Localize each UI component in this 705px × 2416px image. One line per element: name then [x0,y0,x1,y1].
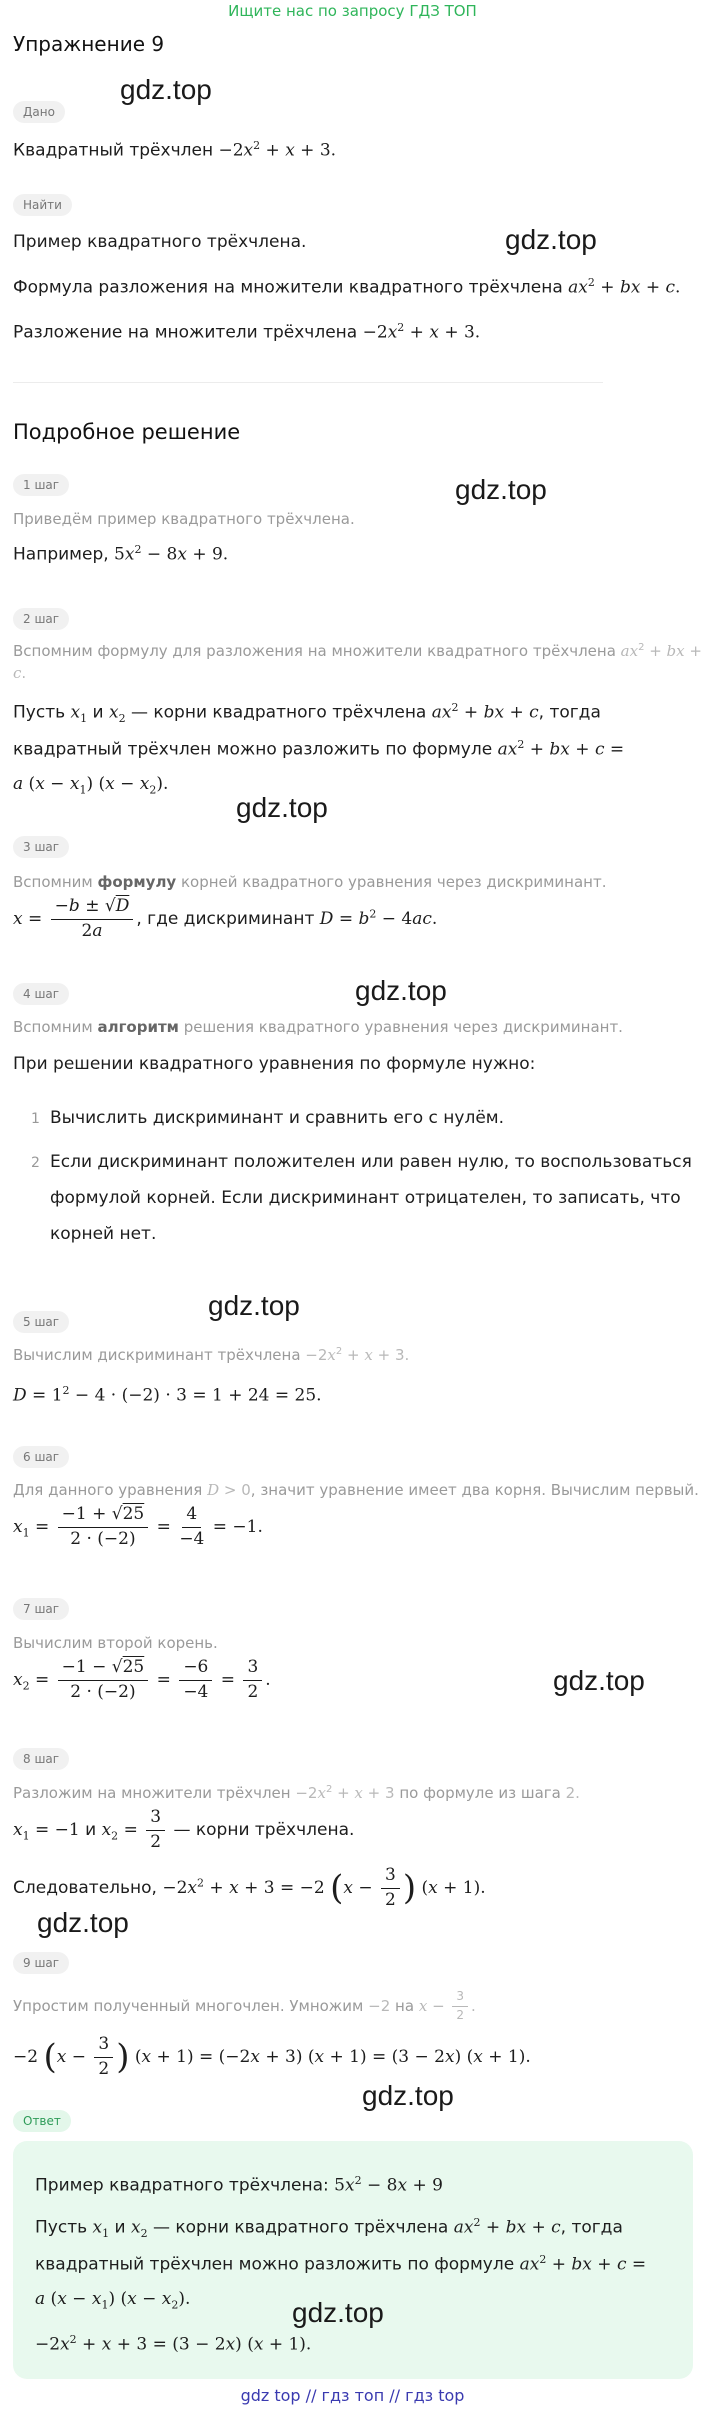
find-item-1: Пример квадратного трёхчлена. [13,232,307,252]
watermark: gdz.top [208,1290,300,1321]
step-formula: a $(x - x_1)$ $(x - x_2)$. [13,774,169,797]
given-text: Квадратный трёхчлен $-2x^2 + x + 3$. [13,139,337,161]
watermark: gdz.top [236,792,328,823]
footer-link[interactable]: гдз top [405,2386,465,2405]
footer-links [0,2386,705,2405]
step-tag: 7 шаг [13,1598,69,1620]
watermark: gdz.top [355,975,447,1006]
find-item-2: Формула разложения на множители квадратного трёхчлена $ax^2$ + bx + c. [13,276,681,298]
list-item: корней нет. [50,1224,157,1244]
step-tag: 6 шаг [13,1446,69,1468]
search-banner[interactable]: Ищите нас по запросу ГДЗ ТОП [228,2,477,20]
step-tag: 4 шаг [13,983,69,1005]
list-item: формулой корней. Если дискриминант отрицателен, то записать, что [50,1188,681,1208]
step-hint: Вспомним алгоритм решения квадратного уравнения через дискриминант. [13,1018,623,1036]
footer-separator: // [389,2386,401,2405]
list-number: 2 [31,1155,40,1171]
answer-line: квадратный трёхчлен можно разложить по формуле $ax^2$ + bx + c = [35,2253,647,2275]
divider [13,382,603,383]
list-item: Если дискриминант положителен или равен нулю, то воспользоваться [50,1152,692,1172]
watermark: gdz.top [37,1907,129,1938]
step-hint: Разложим на множители трёхчлен $-2x^2 + x + 3$ по формуле из шага 2. [13,1784,580,1802]
answer-line: $-2x^2 + x + 3 = (3 - 2x) (x + 1)$. [35,2333,312,2355]
step-text: квадратный трёхчлен можно разложить по формуле $ax^2$ + bx + c = [13,738,625,760]
step-hint: Вычислим дискриминант трёхчлена $-2x^2 + x + 3$. [13,1346,410,1364]
solution-title: Подробное решение [13,420,241,444]
watermark: gdz.top [505,224,597,255]
step-formula: $D = 1^2 - 4 \cdot (-2) \cdot 3 = 1 + 24 = 25$. [13,1384,322,1406]
step-formula: $x_1$ = $\frac{-1 + √25}{2 \cdot (-2)}$ = $\frac{4}{-4}$ = −1. [13,1504,263,1549]
step-hint: Вспомним формулу корней квадратного уравнения через дискриминант. [13,873,607,891]
list-number: 1 [31,1111,40,1127]
watermark: gdz.top [455,474,547,505]
step-text: При решении квадратного уравнения по формуле нужно: [13,1054,536,1074]
step-tag: 9 шаг [13,1952,69,1974]
step-tag: 2 шаг [13,608,69,630]
footer-separator: // [305,2386,317,2405]
footer-link[interactable]: gdz top [240,2386,301,2405]
answer-tag: Ответ [13,2110,71,2132]
step-hint-cont: c. [13,664,27,682]
step-formula: x = $\frac{-b \pm √D}{2a}$ , где дискриминант $D = b^2 - 4ac$. [13,896,438,941]
step-hint: Вычислим второй корень. [13,1634,218,1652]
step-hint: Приведём пример квадратного трёхчлена. [13,510,355,528]
given-tag: Дано [13,101,65,123]
watermark: gdz.top [120,74,212,105]
watermark: gdz.top [362,2080,454,2111]
step-text: Пусть $x_1$ и $x_2$ — корни квадратного трёхчлена $ax^2$ + bx + c, тогда [13,701,601,726]
watermark: gdz.top [553,1665,645,1696]
exercise-title: Упражнение 9 [13,32,165,56]
answer-line: a $(x - x_1)$ $(x - x_2)$. [35,2289,191,2312]
step-tag: 1 шаг [13,474,69,496]
find-tag: Найти [13,194,72,216]
step-formula: −2 (x − $\frac{3}{2}$ ) (x + 1) = (−2x + 3) (x + 1) = (3 − 2x) (x + 1). [13,2034,531,2079]
list-item: Вычислить дискриминант и сравнить его с нулём. [50,1108,505,1128]
answer-line: Пусть $x_1$ и $x_2$ — корни квадратного трёхчлена $ax^2$ + bx + c, тогда [35,2216,623,2241]
step-tag: 5 шаг [13,1311,69,1333]
step-text: Следовательно, $-2x^2 + x + 3 = -2$ (x − $\frac{3}{2}$ ) (x + 1). [13,1865,486,1910]
step-hint: Вспомним формулу для разложения на множители квадратного трёхчлена $ax^2$ + bx + [13,642,702,660]
step-tag: 3 шаг [13,836,69,858]
step-text: $x_1 = -1$ и $x_2$ = $\frac{3}{2}$ — корни трёхчлена. [13,1807,355,1852]
step-text: Например, $5x^2 - 8x + 9$. [13,543,229,565]
step-formula: $x_2$ = $\frac{-1 - √25}{2 \cdot (-2)}$ = $\frac{-6}{-4}$ = $\frac{3}{2}$ . [13,1657,271,1702]
footer-link[interactable]: гдз топ [321,2386,385,2405]
step-tag: 8 шаг [13,1748,69,1770]
step-hint: Упростим полученный многочлен. Умножим −2 на x − $\frac{3}{2}$ . [13,1989,476,2022]
watermark: gdz.top [292,2297,384,2328]
answer-line: Пример квадратного трёхчлена: $5x^2 - 8x + 9$ [35,2174,443,2196]
step-hint: Для данного уравнения D > 0, значит уравнение имеет два корня. Вычислим первый. [13,1481,699,1499]
find-item-3: Разложение на множители трёхчлена $-2x^2 + x + 3$. [13,321,481,343]
